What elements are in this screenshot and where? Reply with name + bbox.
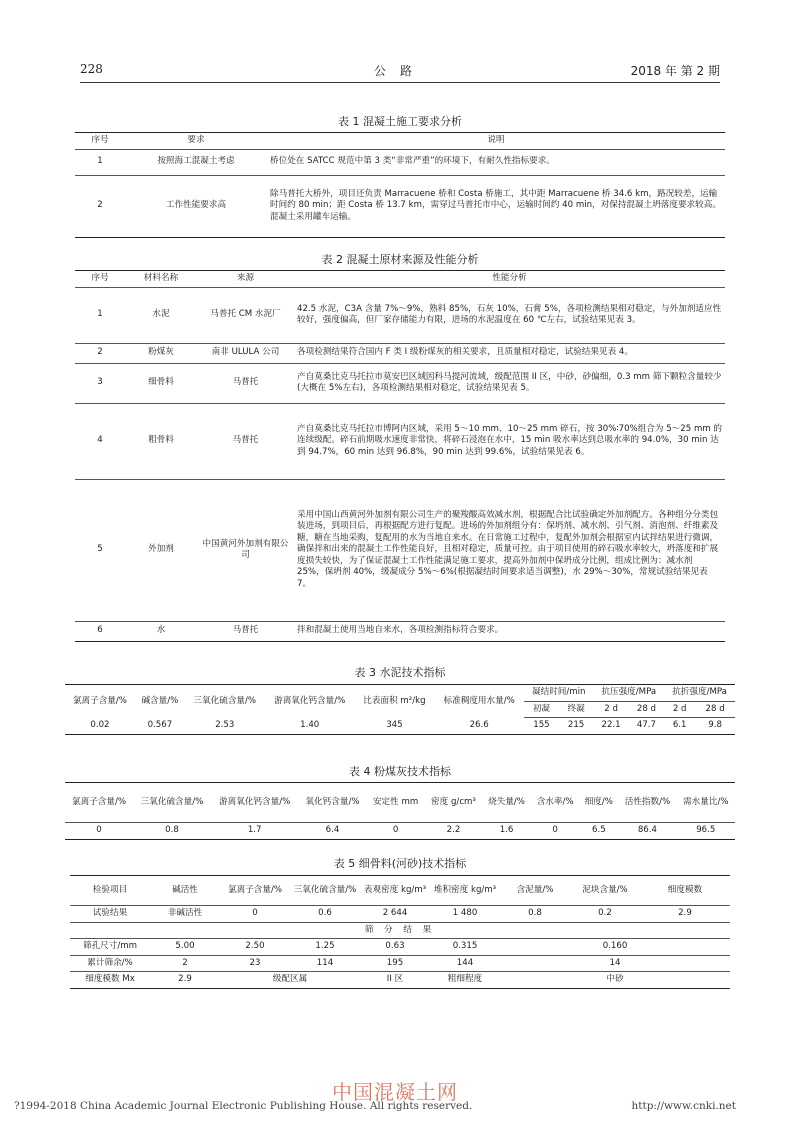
page-number: 228: [80, 62, 103, 76]
sieve-size: 0.63: [360, 939, 430, 956]
t3-header: 标准稠度用水量/%: [443, 695, 515, 706]
t1-cell: 1: [75, 149, 125, 175]
t2-cell: 中国黄河外加剂有限公司: [197, 479, 294, 621]
t3-value: 155: [533, 720, 550, 731]
watermark-logo: 中国混凝土网: [332, 1080, 458, 1104]
t1-header: 要求: [125, 133, 267, 150]
fm-label: 细度模数 Mx: [85, 974, 135, 985]
sieve-size: 1.25: [290, 939, 360, 956]
t4-header: 安定性 mm: [367, 783, 425, 823]
footer-url[interactable]: http://www.cnki.net: [631, 1100, 736, 1112]
t3-value: 1.40: [300, 719, 320, 730]
t2-header: 序号: [75, 271, 125, 288]
t2-header: 性能分析: [294, 271, 725, 288]
t4-value: 6.4: [325, 825, 340, 835]
table3: [65, 684, 735, 735]
t4-header: 烧失量/%: [482, 783, 531, 823]
t4-value: 86.4: [637, 825, 657, 835]
sieve-size: 2.50: [220, 939, 290, 956]
t3-header: 氯离子含量/%: [72, 695, 127, 706]
t2-cell: 5: [75, 479, 125, 621]
table4: [65, 782, 735, 840]
t2-cell: 采用中国山西黄河外加剂有限公司生产的聚羧酸高效减水剂，根据配合比试验确定外加剂配方。各种组分分类包装进场，到项目后，再根据配方进行复配。进场的外加剂组分有：保坍剂、减水剂、引气剂、消泡剂、纤维素及糖，糖在当地采购，复配用的水为当地自来水。在日常施工过程中，复配外加剂会根据室内试拌结果进行微调，确保拌和出来的混凝土工作性能良好，且相对稳定，质量可控。由于项目使用的碎石吸水率较大，坍落度和扩展度损失较快，为了保证混凝土工作性能满足施工要求，提高外加剂中保坍成分比例，组成比例为：减水剂 25%，保坍剂 40%，缓凝成分 5%～6%(根据凝结时间要求适当调整)，水 29%～30%，常规试验结果见表 7。: [294, 479, 725, 621]
t1-header: 序号: [75, 133, 125, 150]
sieve-size-label: 筛孔尺寸/mm: [70, 939, 150, 956]
t2-cell: 1: [75, 287, 125, 343]
issue-label: 2018 年 第 2 期: [630, 64, 720, 78]
t2-cell: 42.5 水泥，C3A 含量 7%～9%，熟料 85%，石灰 10%，石膏 5%，各项检测结果相对稳定，与外加剂适应性较好，强度偏高，但厂家存储能力有限，进场的水泥温度在 60 ℃左右，试验结果见表 3。: [294, 287, 725, 343]
t4-header: 三氧化硫含量/%: [133, 783, 211, 823]
t5-header: 三氧化硫含量/%: [290, 876, 360, 906]
t5-value: 0.6: [290, 906, 360, 923]
t2-cell: 马普托: [232, 625, 259, 636]
t3-header: 凝结时间/min: [524, 685, 593, 702]
t1-cell: 按照海工混凝土考虑: [125, 149, 267, 175]
t2-cell: 2: [75, 343, 125, 363]
t4-header: 需水量比/%: [677, 783, 735, 823]
table2: [75, 270, 725, 642]
t3-header: 碱含量/%: [141, 695, 179, 706]
t4-header: 游离氧化钙含量/%: [211, 783, 299, 823]
t4-value: 0: [552, 825, 558, 835]
table4-caption: 表 4 粉煤灰技术指标: [349, 765, 451, 778]
table1-caption: 表 1 混凝土施工要求分析: [338, 115, 462, 128]
t2-cell: 马普托: [197, 363, 294, 403]
t5-header: 含泥量/%: [500, 876, 570, 906]
t3-header: 抗压强度/MPa: [593, 685, 664, 702]
cum-value: 195: [360, 955, 430, 972]
t5-header: 碱活性: [150, 876, 220, 906]
t5-value: 0: [220, 906, 290, 923]
t4-value: 0: [96, 825, 102, 835]
cum-value: 14: [500, 955, 730, 972]
table1: [75, 132, 725, 238]
table5: [70, 875, 730, 989]
t2-cell: 产自莫桑比克马托拉市博阿内区域，采用 5～10 mm、10～25 mm 碎石，按 30%∶70%组合为 5～25 mm 的连续级配。碎石前期吸水速度非常快，将碎石浸泡在水中，15 min 吸水率达到总吸水率的 94.0%，30 min 达到 94.7%，60 min 达到 96.8%，90 min 达到 99.6%，试验结果见表 6。: [294, 403, 725, 479]
t3-value: 6.1: [672, 720, 687, 731]
cum-value: 114: [290, 955, 360, 972]
t2-cell: 产自莫桑比克马托拉市莫安巴区域因科马提河流域，级配范围 II 区，中砂，砂偏细，0.3 mm 筛下颗粒含量较少(大概在 5%左右)，各项检测结果相对稳定，试验结果见表 5。: [294, 363, 725, 403]
page-header: [80, 62, 720, 82]
sieve-size: 0.160: [500, 939, 730, 956]
t4-value: 0: [392, 825, 399, 835]
t3-subheader: 初凝: [524, 701, 559, 718]
t2-cell: 粗骨料: [125, 403, 197, 479]
sieve-size: 5.00: [150, 939, 220, 956]
grade-label: 级配区属: [272, 974, 308, 985]
cum-label: 累计筛余/%: [70, 955, 150, 972]
t2-header: 材料名称: [125, 271, 197, 288]
t5-header: 表观密度 kg/m³: [360, 876, 430, 906]
header-rule: [80, 82, 720, 83]
t4-value: 6.5: [592, 825, 606, 835]
t5-value: 2.9: [640, 906, 730, 923]
t4-header: 细度/%: [579, 783, 618, 823]
cum-value: 2: [150, 955, 220, 972]
cum-value: 23: [220, 955, 290, 972]
t4-value: 0.8: [165, 825, 179, 835]
t2-cell: 南非 ULULA 公司: [197, 343, 294, 363]
t3-subheader: 2 d: [664, 701, 695, 718]
t4-value: 1.7: [247, 825, 262, 835]
t3-subheader: 终凝: [559, 701, 594, 718]
t3-subheader: 28 d: [629, 701, 664, 718]
t3-value: 0.567: [147, 719, 173, 730]
fm-value: 2.9: [178, 974, 192, 985]
t4-header: 含水率/%: [531, 783, 580, 823]
t5-header: 氯离子含量/%: [220, 876, 290, 906]
t4-value: 2.2: [446, 825, 461, 835]
t3-value: 345: [386, 719, 403, 730]
t2-cell: 4: [75, 403, 125, 479]
t2-cell: 各项检测结果符合国内 F 类 I 级粉煤灰的相关要求，且质量相对稳定，试验结果见表 4。: [294, 343, 725, 363]
t3-value: 26.6: [469, 719, 489, 730]
t4-value: 96.5: [696, 825, 716, 835]
t2-cell: 水泥: [125, 287, 197, 343]
copyright-text: ?1994-2018 China Academic Journal Electronic Publishing House. All rights reserved.: [14, 1100, 473, 1112]
t1-cell: 2: [97, 200, 103, 211]
t3-header: 游离氧化钙含量/%: [274, 695, 346, 706]
t5-value: 0.8: [500, 906, 570, 923]
t2-cell: 马普托 CM 水泥厂: [197, 287, 294, 343]
t3-header: 比表面积 m²/kg: [363, 695, 426, 706]
t5-value: 2 644: [360, 906, 430, 923]
t2-cell: 细骨料: [125, 363, 197, 403]
t1-header: 说明: [267, 133, 725, 150]
sieve-title: 筛 分 结 果: [70, 922, 730, 939]
t4-value: 1.6: [499, 825, 514, 835]
t3-value: 22.1: [601, 720, 621, 731]
t2-cell: 马普托: [197, 403, 294, 479]
t3-subheader: 28 d: [695, 701, 735, 718]
t5-value: 1 480: [430, 906, 500, 923]
t3-value: 47.7: [636, 720, 657, 731]
sieve-size: 0.315: [430, 939, 500, 956]
coarse-label: 粗细程度: [447, 974, 483, 985]
t4-header: 氯离子含量/%: [65, 783, 133, 823]
t2-cell: 水: [156, 625, 166, 636]
t3-subheader: 2 d: [593, 701, 628, 718]
t2-cell: 粉煤灰: [125, 343, 197, 363]
t4-header: 氧化钙含量/%: [298, 783, 366, 823]
t5-result-label: 试验结果: [70, 906, 150, 923]
table2-caption: 表 2 混凝土原材来源及性能分析: [321, 253, 479, 266]
t5-value: 非碱活性: [150, 906, 220, 923]
t4-header: 活性指数/%: [618, 783, 676, 823]
t2-cell: 3: [75, 363, 125, 403]
t3-value: 0.02: [90, 719, 110, 730]
grade-value: II 区: [386, 974, 404, 985]
t5-header: 堆积密度 kg/m³: [430, 876, 500, 906]
t3-header: 抗折强度/MPa: [664, 685, 735, 702]
cum-value: 144: [430, 955, 500, 972]
t3-value: 215: [567, 720, 585, 731]
t2-cell: 6: [97, 625, 103, 636]
t1-cell: 桥位处在 SATCC 规范中第 3 类“非常严重”的环境下，有耐久性指标要求。: [267, 149, 725, 175]
table5-caption: 表 5 细骨料(河砂)技术指标: [333, 857, 467, 870]
t5-value: 0.2: [570, 906, 640, 923]
t5-header: 细度模数: [640, 876, 730, 906]
coarse-value: 中砂: [606, 974, 624, 985]
table3-caption: 表 3 水泥技术指标: [354, 666, 446, 679]
t2-cell: 外加剂: [125, 479, 197, 621]
t3-value: 2.53: [215, 719, 235, 730]
journal-name: 公路: [373, 64, 426, 78]
t5-header: 泥块含量/%: [570, 876, 640, 906]
t3-value: 9.8: [708, 720, 722, 731]
t3-header: 三氧化硫含量/%: [193, 695, 257, 706]
t2-cell: 拌和混凝土使用当地自来水，各项检测指标符合要求。: [297, 625, 504, 636]
t1-cell: 除马普托大桥外，项目还负责 Marracuene 桥和 Costa 桥施工，其中距 Marracuene 桥 34.6 km，路况较差，运输时间约 80 min；距 Costa 桥 13.7 km，需穿过马普托市中心，运输时间约 40 min，对保持混凝土坍落度要求较高。混凝土采用罐车运输。: [270, 188, 721, 222]
t5-header: 检验项目: [70, 876, 150, 906]
t4-header: 密度 g/cm³: [425, 783, 483, 823]
t1-cell: 工作性能要求高: [165, 200, 227, 211]
t2-header: 来源: [197, 271, 294, 288]
